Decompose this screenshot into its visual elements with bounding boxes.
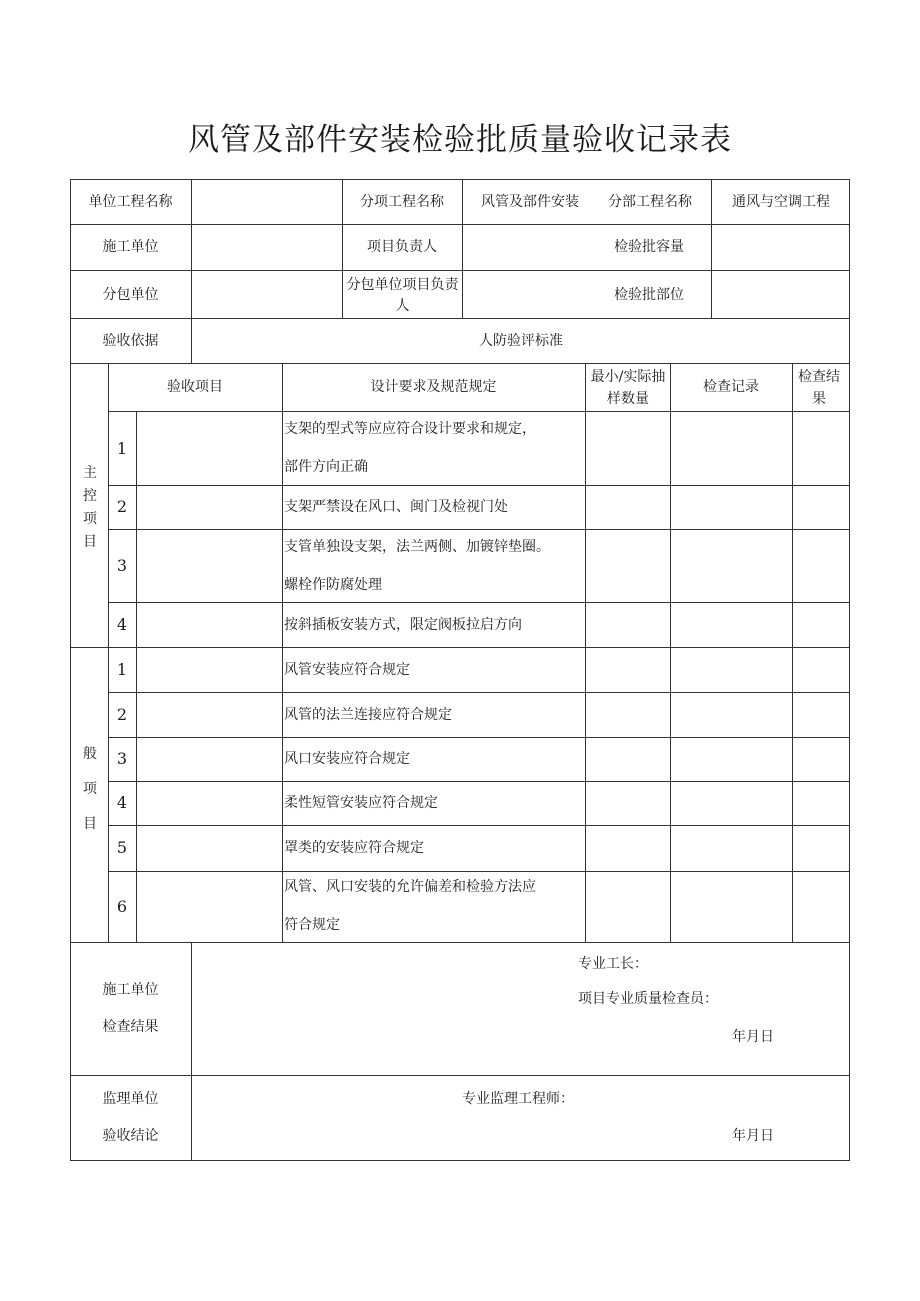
general-item-requirement: 风管的法兰连接应符合规定 [284, 707, 452, 723]
division-project-label: 分部工程名称 [608, 194, 692, 210]
general-item-number: 6 [116, 897, 128, 916]
sub-item-project-label: 分项工程名称 [360, 194, 444, 210]
general-item-number: 5 [116, 838, 128, 857]
batch-capacity-label: 检验批容量 [614, 239, 684, 255]
main-item-requirement-cont: 部件方向正确 [284, 459, 368, 475]
basis-label: 验收依据 [102, 333, 159, 349]
general-item-requirement: 罩类的安装应符合规定 [284, 840, 424, 856]
project-manager-label: 项目负责人 [367, 239, 437, 255]
general-group-label: 般项目 [83, 746, 97, 832]
construction-check-label-cont: 检查结果 [102, 1019, 159, 1035]
subcontractor-manager-label: 分包单位项目负责人 [346, 277, 459, 314]
supervision-label-cont: 验收结论 [102, 1128, 159, 1144]
main-item-number: 2 [116, 497, 128, 516]
foreman-signature-label: 专业工长： [578, 956, 648, 972]
column-result-header: 检查结果 [798, 369, 840, 407]
main-item-requirement: 支架的型式等应应符合设计要求和规定， [284, 421, 536, 437]
supervision-engineer-signature-label: 专业监理工程师： [462, 1091, 574, 1107]
main-control-group-label: 主控项目 [83, 465, 97, 550]
basis-value: 人防验评标准 [479, 333, 563, 349]
main-item-requirement: 按斜插板安装方式，限定阀板拉启方向 [284, 617, 522, 633]
general-item-number: 4 [116, 793, 128, 812]
inspection-record-table [70, 179, 850, 1161]
unit-project-name-label: 单位工程名称 [88, 194, 173, 210]
construction-unit-label: 施工单位 [102, 239, 159, 255]
construction-check-label: 施工单位 [102, 982, 159, 998]
quality-inspector-signature-label: 项目专业质量检查员： [578, 991, 718, 1007]
general-item-number: 1 [116, 660, 128, 679]
general-item-number: 3 [116, 749, 128, 768]
column-item-header: 验收项目 [167, 379, 223, 395]
supervision-label: 监理单位 [102, 1091, 159, 1107]
main-item-number: 3 [116, 556, 128, 575]
main-item-requirement: 支管单独设支架，法兰两侧、加镀锌垫圈。 [284, 539, 550, 555]
sub-item-project-value[interactable]: 风管及部件安装 [481, 194, 579, 210]
page-title: 风管及部件安装检验批质量验收记录表 [188, 122, 732, 158]
supervision-date: 年月日 [732, 1128, 774, 1144]
table-grid-lines [70, 179, 850, 1161]
general-item-requirement: 风管安装应符合规定 [284, 662, 410, 678]
general-item-requirement: 柔性短管安装应符合规定 [284, 795, 438, 811]
batch-location-label: 检验批部位 [614, 287, 684, 303]
main-item-requirement-cont: 螺栓作防腐处理 [284, 577, 382, 593]
subcontractor-label: 分包单位 [102, 287, 159, 303]
column-sample-count-header: 最小/实际抽样数量 [590, 369, 666, 407]
construction-check-date: 年月日 [732, 1029, 774, 1045]
column-requirement-header: 设计要求及规范规定 [370, 379, 497, 395]
column-record-header: 检查记录 [703, 379, 759, 395]
main-item-number: 4 [116, 615, 128, 634]
division-project-value[interactable]: 通风与空调工程 [732, 194, 830, 210]
general-item-requirement-cont: 符合规定 [284, 917, 340, 933]
main-item-number: 1 [116, 439, 128, 458]
general-item-requirement: 风管、风口安装的允许偏差和检验方法应 [284, 879, 536, 895]
general-item-requirement: 风口安装应符合规定 [284, 751, 410, 767]
main-item-requirement: 支架严禁设在风口、闽门及检视门处 [284, 499, 508, 515]
general-item-number: 2 [116, 705, 128, 724]
